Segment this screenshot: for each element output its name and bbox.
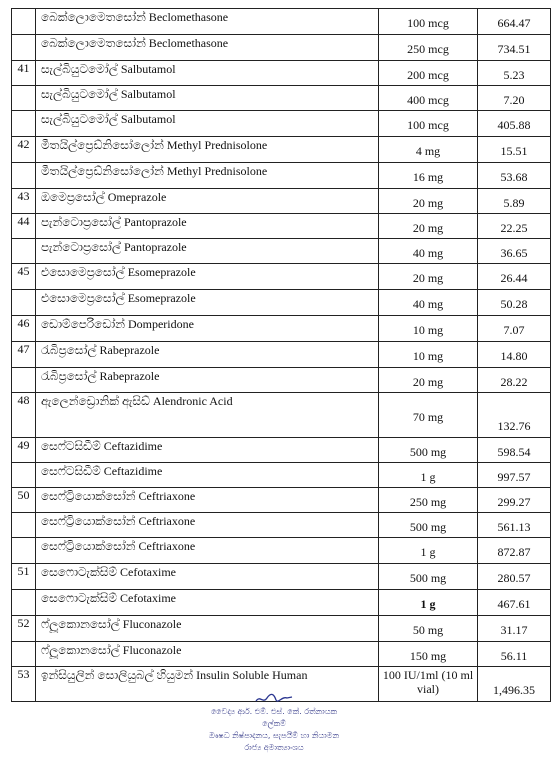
drug-name-cell: සැල්බියුටමෝල් Salbutamol (36, 111, 379, 137)
item-number-cell (12, 642, 36, 667)
drug-name-cell: සැල්බියුටමෝල් Salbutamol (36, 61, 379, 86)
dose-cell: 250 mcg (379, 35, 478, 61)
price-cell: 405.88 (478, 111, 551, 137)
dose-cell: 4 mg (379, 137, 478, 163)
drug-name-cell: බෙක්ලොමෙතසෝන් Beclomethasone (36, 35, 379, 61)
drug-name-cell: පැන්ටොප්‍රසෝල් Pantoprazole (36, 239, 379, 264)
drug-name-cell: සෙෆ්ටසිඩීම් Ceftazidime (36, 463, 379, 488)
item-number-cell: 45 (12, 264, 36, 290)
price-cell: 467.61 (478, 590, 551, 616)
item-number-cell (12, 35, 36, 61)
drug-name-cell: මීතයිල්ප්‍රෙඩ්නිසෝලෝන් Methyl Prednisolone (36, 137, 379, 163)
item-number-cell (12, 9, 36, 35)
table-row (12, 137, 551, 163)
table-body (12, 9, 551, 702)
drug-name-cell: ෆ්ලූකොනසෝල් Fluconazole (36, 642, 379, 667)
dose-cell: 20 mg (379, 189, 478, 214)
dose-cell: 40 mg (379, 290, 478, 316)
drug-name-cell: සෙෆොටැක්සිම් Cefotaxime (36, 590, 379, 616)
drug-name-cell: ඉන්සියුලින් සොලියුබල් හියුමන් Insulin Soluble Human (36, 667, 379, 702)
table-row (12, 290, 551, 316)
item-number-cell: 51 (12, 564, 36, 590)
signatory-name: වෛද්‍ය ආර්. එම්. එස්. කේ. රත්නායක (210, 707, 338, 716)
dose-cell: 500 mg (379, 564, 478, 590)
drug-name-cell: ඩොම්පෙරිඩෝන් Domperidone (36, 316, 379, 342)
drug-name-cell: රැබිප්‍රසෝල් Rabeprazole (36, 368, 379, 393)
item-number-cell (12, 513, 36, 538)
signature-block (204, 692, 344, 754)
price-cell: 36.65 (478, 239, 551, 264)
price-cell: 598.54 (478, 438, 551, 463)
price-cell: 14.80 (478, 342, 551, 368)
drug-name-cell: ඇලෙන්ඩ්‍රොනික් ඇසිඩ් Alendronic Acid (36, 393, 379, 438)
drug-name-cell: සෙෆ්ට්‍රියොක්සෝන් Ceftriaxone (36, 538, 379, 564)
table-row (12, 163, 551, 189)
dose-cell: 1 g (379, 590, 478, 616)
item-number-cell: 53 (12, 667, 36, 702)
item-number-cell (12, 463, 36, 488)
dose-cell: 70 mg (379, 393, 478, 438)
table-row (12, 438, 551, 463)
item-number-cell (12, 538, 36, 564)
price-table-sheet (11, 8, 542, 702)
dose-cell: 100 mcg (379, 9, 478, 35)
drug-name-cell: බෙක්ලොමෙතසෝන් Beclomethasone (36, 9, 379, 35)
table-row (12, 9, 551, 35)
item-number-cell: 49 (12, 438, 36, 463)
table-row (12, 393, 551, 438)
price-cell: 5.23 (478, 61, 551, 86)
table-row (12, 214, 551, 239)
handwritten-signature (254, 692, 294, 706)
table-row (12, 513, 551, 538)
dose-cell: 1 g (379, 463, 478, 488)
table-row (12, 111, 551, 137)
item-number-cell: 46 (12, 316, 36, 342)
table-row (12, 61, 551, 86)
signatory-role: ලේකම් (262, 719, 286, 728)
price-cell: 997.57 (478, 463, 551, 488)
table-row (12, 189, 551, 214)
price-cell: 132.76 (478, 393, 551, 438)
dose-cell: 40 mg (379, 239, 478, 264)
item-number-cell: 47 (12, 342, 36, 368)
signatory-ministry: රාජ්‍ය අමාත්‍යාංශය (244, 743, 304, 752)
dose-cell: 400 mcg (379, 86, 478, 111)
item-number-cell: 44 (12, 214, 36, 239)
dose-cell: 10 mg (379, 342, 478, 368)
table-row (12, 264, 551, 290)
item-number-cell: 52 (12, 616, 36, 642)
dose-cell: 1 g (379, 538, 478, 564)
dose-cell: 20 mg (379, 264, 478, 290)
table-row (12, 316, 551, 342)
dose-cell: 100 mcg (379, 111, 478, 137)
price-cell: 31.17 (478, 616, 551, 642)
dose-cell: 10 mg (379, 316, 478, 342)
table-row (12, 463, 551, 488)
drug-name-cell: ෆ්ලූකොනසෝල් Fluconazole (36, 616, 379, 642)
item-number-cell (12, 86, 36, 111)
drug-name-cell: ඔමෙප්‍රසෝල් Omeprazole (36, 189, 379, 214)
dose-cell: 50 mg (379, 616, 478, 642)
drug-name-cell: එසොමෙප්‍රසෝල් Esomeprazole (36, 290, 379, 316)
drug-name-cell: රැබිප්‍රසෝල් Rabeprazole (36, 342, 379, 368)
dose-cell: 250 mg (379, 488, 478, 513)
price-cell: 53.68 (478, 163, 551, 189)
item-number-cell (12, 163, 36, 189)
dose-cell: 500 mg (379, 438, 478, 463)
price-cell: 7.07 (478, 316, 551, 342)
table-row (12, 368, 551, 393)
item-number-cell: 48 (12, 393, 36, 438)
dose-cell: 500 mg (379, 513, 478, 538)
item-number-cell (12, 590, 36, 616)
drug-name-cell: මීතයිල්ප්‍රෙඩ්නිසෝලෝන් Methyl Prednisolone (36, 163, 379, 189)
table-row (12, 239, 551, 264)
signatory-office: ඖෂධ නිෂ්පාදනය, සැපයීම් හා නියාමන (208, 731, 340, 740)
table-row (12, 538, 551, 564)
item-number-cell: 42 (12, 137, 36, 163)
dose-cell: 150 mg (379, 642, 478, 667)
price-cell: 299.27 (478, 488, 551, 513)
price-cell: 56.11 (478, 642, 551, 667)
item-number-cell (12, 290, 36, 316)
table-row (12, 590, 551, 616)
price-cell: 1,496.35 (478, 667, 551, 702)
price-cell: 664.47 (478, 9, 551, 35)
dose-cell: 16 mg (379, 163, 478, 189)
drug-name-cell: සෙෆ්ට්‍රියොක්සෝන් Ceftriaxone (36, 488, 379, 513)
dose-cell: 20 mg (379, 214, 478, 239)
price-cell: 15.51 (478, 137, 551, 163)
drug-name-cell: පැන්ටොප්‍රසෝල් Pantoprazole (36, 214, 379, 239)
table-row (12, 642, 551, 667)
dose-cell: 200 mcg (379, 61, 478, 86)
price-cell: 7.20 (478, 86, 551, 111)
dose-cell: 100 IU/1ml (10 ml vial) (379, 667, 478, 702)
price-cell: 561.13 (478, 513, 551, 538)
item-number-cell (12, 239, 36, 264)
price-cell: 280.57 (478, 564, 551, 590)
table-row (12, 86, 551, 111)
price-cell: 28.22 (478, 368, 551, 393)
table-row (12, 342, 551, 368)
price-cell: 26.44 (478, 264, 551, 290)
drug-name-cell: සැල්බියුටමෝල් Salbutamol (36, 86, 379, 111)
price-cell: 50.28 (478, 290, 551, 316)
drug-name-cell: සෙෆ්ටසිඩීම් Ceftazidime (36, 438, 379, 463)
price-cell: 734.51 (478, 35, 551, 61)
table-row (12, 35, 551, 61)
item-number-cell: 41 (12, 61, 36, 86)
price-cell: 22.25 (478, 214, 551, 239)
table-row (12, 564, 551, 590)
price-cell: 872.87 (478, 538, 551, 564)
drug-price-table (11, 8, 551, 702)
drug-name-cell: එසොමෙප්‍රසෝල් Esomeprazole (36, 264, 379, 290)
item-number-cell: 43 (12, 189, 36, 214)
drug-name-cell: සෙෆ්ට්‍රියොක්සෝන් Ceftriaxone (36, 513, 379, 538)
drug-name-cell: සෙෆොටැක්සිම් Cefotaxime (36, 564, 379, 590)
item-number-cell (12, 368, 36, 393)
item-number-cell (12, 111, 36, 137)
table-row (12, 616, 551, 642)
item-number-cell: 50 (12, 488, 36, 513)
table-row (12, 488, 551, 513)
dose-cell: 20 mg (379, 368, 478, 393)
price-cell: 5.89 (478, 189, 551, 214)
